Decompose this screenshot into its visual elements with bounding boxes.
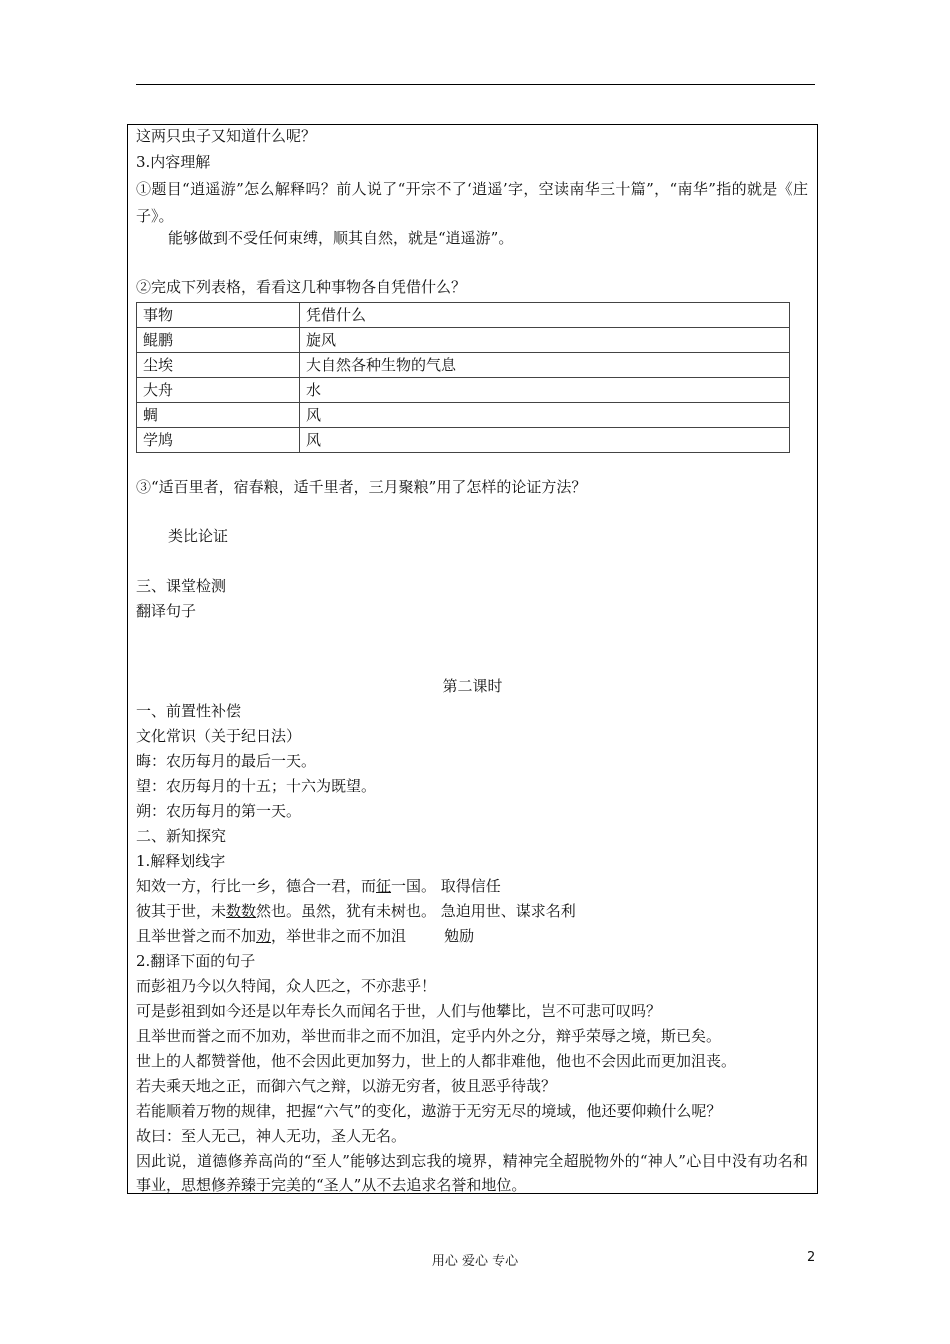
table-row bbox=[137, 303, 790, 328]
text-line: 世上的人都赞誉他，他不会因此更加努力，世上的人都非难他，他也不会因此而更加沮丧。 bbox=[136, 1052, 737, 1070]
text-line: 可是彭祖到如今还是以年寿长久而闻名于世，人们与他攀比，岂不可悲可叹吗？ bbox=[136, 1002, 662, 1020]
table-cell: 大自然各种生物的气息 bbox=[300, 353, 790, 378]
explanation-line: 知效一方，行比一乡，德合一君，而征一国。 取得信任 bbox=[136, 877, 501, 895]
text-line: 故曰：至人无己，神人无功，圣人无名。 bbox=[136, 1127, 407, 1145]
table-cell: 鲲鹏 bbox=[137, 328, 300, 353]
section-heading: 2.翻译下面的句子 bbox=[136, 952, 256, 970]
underlined-word: 数数 bbox=[226, 902, 257, 920]
table-cell: 蜩 bbox=[137, 403, 300, 428]
text-line: 望：农历每月的十五；十六为既望。 bbox=[136, 777, 377, 795]
text-line: 若能顺着万物的规律，把握“六气”的变化，遨游于无穷无尽的境域，他还要仰赖什么呢？ bbox=[136, 1102, 722, 1120]
text-line: 而彭祖乃今以久特闻，众人匹之，不亦悲乎！ bbox=[136, 977, 437, 995]
table-cell: 旋风 bbox=[300, 328, 790, 353]
section-heading: 三、课堂检测 bbox=[136, 577, 227, 595]
table-row bbox=[137, 428, 790, 453]
text-line: 朔：农历每月的第一天。 bbox=[136, 802, 302, 820]
answer-line: 类比论证 bbox=[168, 527, 229, 545]
footer-slogan: 用心 爱心 专心 bbox=[431, 1254, 519, 1269]
question-line: ②完成下列表格，看看这几种事物各自凭借什么？ bbox=[136, 278, 467, 296]
page-number: 2 bbox=[807, 1250, 816, 1265]
text-line: 若夫乘天地之正，而御六气之辩，以游无穷者，彼且恶乎待哉？ bbox=[136, 1077, 557, 1095]
section-heading: 二、新知探究 bbox=[136, 827, 227, 845]
explanation-line: 彼其于世，未数数然也。虽然，犹有未树也。 急迫用世、谋求名利 bbox=[136, 902, 576, 920]
table-cell: 事物 bbox=[137, 303, 300, 328]
table-cell: 风 bbox=[300, 403, 790, 428]
table-cell: 尘埃 bbox=[137, 353, 300, 378]
table-cell: 大舟 bbox=[137, 378, 300, 403]
lesson-title: 第二课时 bbox=[442, 677, 503, 695]
text-line: 翻译句子 bbox=[136, 602, 197, 620]
explanation-line: 且举世誉之而不加劝，举世非之而不加沮 勉励 bbox=[136, 927, 475, 945]
table-row bbox=[137, 328, 790, 353]
means-table bbox=[136, 302, 790, 453]
section-heading: 1.解释划线字 bbox=[136, 852, 226, 870]
text-line: 这两只虫子又知道什么呢？ bbox=[136, 127, 317, 145]
table-row bbox=[137, 378, 790, 403]
text-line: 文化常识（关于纪日法） bbox=[136, 727, 302, 745]
underlined-word: 劝 bbox=[256, 927, 272, 945]
table-cell: 水 bbox=[300, 378, 790, 403]
text-line: 且举世而誉之而不加劝，举世而非之而不加沮，定乎内外之分，辩乎荣辱之境，斯已矣。 bbox=[136, 1027, 722, 1045]
text-line: 晦：农历每月的最后一天。 bbox=[136, 752, 317, 770]
answer-line: 能够做到不受任何束缚，顺其自然，就是“逍遥游”。 bbox=[168, 229, 514, 247]
section-heading: 一、前置性补偿 bbox=[136, 702, 242, 720]
table-row bbox=[137, 353, 790, 378]
table-row bbox=[137, 403, 790, 428]
section-heading: 3.内容理解 bbox=[136, 153, 211, 171]
text-paragraph: ①题目“逍遥游”怎么解释吗？前人说了“开宗不了‘逍遥’字，空读南华三十篇”，“南华”指的就是《庄子》。 bbox=[136, 180, 808, 225]
underlined-word: 征 bbox=[376, 877, 392, 895]
table-cell: 风 bbox=[300, 428, 790, 453]
table-cell: 学鸠 bbox=[137, 428, 300, 453]
text-paragraph: 因此说，道德修养高尚的“至人”能够达到忘我的境界，精神完全超脱物外的“神人”心目中没有功名和事业，思想修养臻于完美的“圣人”从不去追求名誉和地位。 bbox=[136, 1152, 808, 1194]
table-cell: 凭借什么 bbox=[300, 303, 790, 328]
question-line: ③“适百里者，宿春粮，适千里者，三月聚粮”用了怎样的论证方法？ bbox=[136, 478, 587, 496]
header-rule bbox=[136, 84, 815, 85]
